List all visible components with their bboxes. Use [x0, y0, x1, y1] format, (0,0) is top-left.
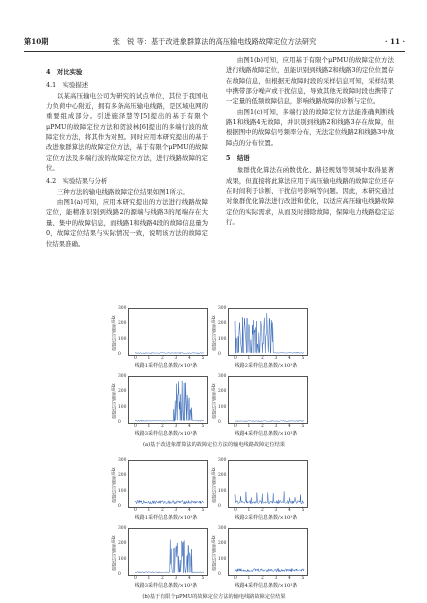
y-tick-label: 300 — [118, 458, 127, 463]
y-axis-label: 故障信号频率/Hz — [112, 467, 117, 503]
y-axis-label: 故障信号频率/Hz — [212, 535, 217, 571]
y-axis-label: 故障信号频率/Hz — [112, 535, 117, 571]
chart-panel — [114, 457, 209, 525]
x-tick-label: 0 — [234, 356, 237, 361]
plot-area — [128, 308, 208, 356]
y-axis-label: 故障信号频率/Hz — [212, 467, 217, 503]
x-tick-label: 2 — [161, 576, 164, 581]
figure-caption: (b)基于有限个μPMU的故障定位方法的输电线路故障定位结果 — [142, 594, 286, 600]
y-tick-label: 100 — [118, 404, 127, 410]
y-tick-label: 200 — [218, 389, 227, 395]
x-tick-label: 1 — [147, 424, 151, 429]
y-tick-label: 200 — [118, 389, 127, 395]
x-tick-label: 5 — [201, 424, 205, 429]
x-axis-label: 线路4采样信息条数/×10³条 — [234, 583, 298, 589]
x-tick-label: 0 — [134, 576, 137, 581]
signal-plot — [229, 377, 307, 423]
y-tick-label: 200 — [118, 541, 127, 547]
section-heading: 5 结语 — [226, 154, 250, 163]
y-tick-label: 0 — [118, 352, 121, 357]
paragraph: 象群优化算法在函数优化、路径规划等领域中取得显著成果，但直接将此算法应用于高压输电线路的故障定位还存在时间利于诊断、干扰信号影响等问题。因此，本研究通过对象群优化算法进行改进和优化，以适应高压输电线路故障定位的实际需求，从而及时排除故障，保障电力线路稳定运行。 — [226, 166, 394, 227]
x-tick-label: 3 — [174, 508, 178, 513]
y-tick-label: 100 — [218, 488, 227, 494]
paragraph: 由图1(a)可知，应用本研究提出的方法进行线路故障定位，能精准识别到线路2的源端与线路3的尾端存在大量、集中的故障信息，而线路1和线路4段的故障信息量为0，故障定位结果与实际情况一致，说明该方法的故障定位结果准确。 — [46, 198, 208, 248]
chart-panel — [114, 305, 209, 373]
y-tick-label: 100 — [218, 336, 227, 342]
running-header — [24, 34, 405, 48]
x-tick-label: 2 — [261, 508, 264, 513]
y-tick-label: 100 — [218, 556, 227, 562]
series-line — [135, 381, 204, 421]
x-tick-label: 1 — [147, 508, 151, 513]
y-axis-label: 故障信号频率/Hz — [212, 383, 217, 419]
y-tick-label: 300 — [218, 526, 227, 531]
x-axis-label: 线路4采样信息条数/×10³条 — [234, 431, 298, 437]
header-rule — [24, 51, 405, 52]
x-tick-label: 1 — [147, 576, 151, 581]
right-column — [226, 55, 394, 228]
paragraph: 以某高压输电公司为研究的试点单位，其位于我国电力负荷中心附近，拥有多条高压输电线路，是区域电网的重要组成部分。引进施泽慧等[5]提出的基于有限个μPMU的故障定位方法和贺波林[6]提出的多端行波的故障定位方法，将其作为对照。同时应用本研究提出的基于改进象群算法的故障定位方法，基于有限个μPMU的故障定位方法及多端行波的故障定位方法，进行线路故障的定位。 — [46, 91, 208, 173]
paragraph: 由图1(c)可知，多端行波的故障定位方法能准确判断线路1和线路4无故障，并识别到线路2和线路3存在故障，但根据图中的故障信号频率分布，无法定位线路2和线路3中故障点的分布位置。 — [226, 107, 394, 147]
x-tick-label: 0 — [234, 424, 237, 429]
x-tick-label: 2 — [261, 576, 264, 581]
y-tick-label: 300 — [218, 306, 227, 311]
page-number: · 11 · — [384, 37, 405, 46]
x-axis-label: 线路1采样信息条数/×10³条 — [134, 515, 198, 521]
x-tick-label: 4 — [188, 508, 191, 513]
y-tick-label: 300 — [218, 458, 227, 463]
x-tick-label: 2 — [261, 356, 264, 361]
signal-plot — [129, 377, 207, 423]
signal-plot — [129, 461, 207, 507]
x-tick-label: 3 — [274, 356, 278, 361]
x-tick-label: 1 — [247, 356, 251, 361]
x-tick-label: 2 — [161, 356, 164, 361]
x-tick-label: 4 — [188, 424, 191, 429]
y-tick-label: 0 — [118, 504, 121, 509]
x-tick-label: 3 — [174, 424, 178, 429]
x-tick-label: 1 — [247, 424, 251, 429]
chart-panel — [114, 373, 209, 441]
y-tick-label: 0 — [118, 420, 121, 425]
series-line — [135, 540, 204, 573]
x-tick-label: 5 — [201, 508, 205, 513]
x-tick-label: 4 — [188, 576, 191, 581]
series-line — [135, 500, 204, 503]
x-tick-label: 1 — [247, 576, 251, 581]
x-tick-label: 4 — [288, 424, 291, 429]
x-tick-label: 1 — [247, 508, 251, 513]
x-axis-label: 线路1采样信息条数/×10³条 — [134, 363, 198, 369]
plot-area — [128, 376, 208, 424]
y-tick-label: 200 — [118, 321, 127, 327]
signal-plot — [229, 529, 307, 575]
y-tick-label: 100 — [118, 556, 127, 562]
left-column — [46, 62, 208, 249]
y-tick-label: 0 — [218, 352, 221, 357]
series-line — [235, 420, 304, 421]
y-tick-label: 300 — [118, 526, 127, 531]
x-tick-label: 4 — [288, 356, 291, 361]
x-axis-label: 线路2采样信息条数/×10³条 — [234, 363, 298, 369]
series-line — [235, 491, 304, 503]
plot-area — [228, 528, 308, 576]
x-tick-label: 4 — [288, 576, 291, 581]
plot-area — [128, 528, 208, 576]
x-tick-label: 1 — [147, 356, 151, 361]
section-heading: 4.1 实验描述 — [46, 81, 89, 90]
y-tick-label: 300 — [118, 306, 127, 311]
chart-panel — [114, 525, 209, 593]
y-tick-label: 100 — [118, 488, 127, 494]
series-line — [235, 568, 304, 571]
y-tick-label: 0 — [218, 572, 221, 577]
x-tick-label: 5 — [201, 576, 205, 581]
x-axis-label: 线路3采样信息条数/×10³条 — [134, 431, 198, 437]
plot-area — [228, 460, 308, 508]
x-tick-label: 0 — [134, 424, 137, 429]
x-tick-label: 5 — [301, 508, 305, 513]
series-line — [235, 313, 304, 353]
x-tick-label: 3 — [174, 356, 178, 361]
y-tick-label: 200 — [218, 541, 227, 547]
y-tick-label: 0 — [218, 504, 221, 509]
figure-caption: (a)基于改进象群算法的故障定位方法的输电线路故障定位结果 — [142, 442, 286, 448]
chart-panel — [214, 525, 309, 593]
plot-area — [228, 308, 308, 356]
y-tick-label: 100 — [218, 404, 227, 410]
x-tick-label: 3 — [174, 576, 178, 581]
running-title: 张 锐 等：基于改进象群算法的高压输电线路故障定位方法研究 — [112, 37, 317, 46]
chart-panel — [214, 305, 309, 373]
x-tick-label: 3 — [274, 508, 278, 513]
x-tick-label: 5 — [201, 356, 205, 361]
y-tick-label: 300 — [118, 374, 127, 379]
figure-1 — [112, 305, 314, 600]
plot-area — [228, 376, 308, 424]
issue-number: 第10期 — [24, 37, 49, 46]
x-tick-label: 3 — [274, 424, 278, 429]
x-tick-label: 2 — [261, 424, 264, 429]
y-tick-label: 200 — [218, 473, 227, 479]
x-tick-label: 0 — [134, 508, 137, 513]
signal-plot — [129, 529, 207, 575]
y-tick-label: 200 — [218, 321, 227, 327]
y-tick-label: 0 — [218, 420, 221, 425]
x-tick-label: 2 — [161, 508, 164, 513]
x-tick-label: 0 — [234, 576, 237, 581]
y-axis-label: 故障信号频率/Hz — [212, 315, 217, 351]
section-heading: 4.2 实验结果与分析 — [46, 177, 108, 186]
chart-panel — [214, 457, 309, 525]
x-tick-label: 4 — [288, 508, 291, 513]
y-tick-label: 300 — [218, 374, 227, 379]
section-heading: 4 对比实验 — [46, 68, 83, 76]
x-axis-label: 线路2采样信息条数/×10³条 — [234, 515, 298, 521]
y-tick-label: 0 — [118, 572, 121, 577]
plot-area — [128, 460, 208, 508]
x-tick-label: 0 — [134, 356, 137, 361]
signal-plot — [229, 461, 307, 507]
chart-panel — [214, 373, 309, 441]
series-line — [135, 352, 204, 353]
x-tick-label: 2 — [161, 424, 164, 429]
y-axis-label: 故障信号频率/Hz — [112, 383, 117, 419]
y-tick-label: 200 — [118, 473, 127, 479]
signal-plot — [229, 309, 307, 355]
x-axis-label: 线路3采样信息条数/×10³条 — [134, 583, 198, 589]
x-tick-label: 3 — [274, 576, 278, 581]
x-tick-label: 5 — [301, 356, 305, 361]
paragraph: 三种方法的输电线路故障定位结果如图1所示。 — [56, 187, 189, 196]
x-tick-label: 4 — [188, 356, 191, 361]
y-tick-label: 100 — [118, 336, 127, 342]
x-tick-label: 0 — [234, 508, 237, 513]
x-tick-label: 5 — [301, 424, 305, 429]
y-axis-label: 故障信号频率/Hz — [112, 315, 117, 351]
signal-plot — [129, 309, 207, 355]
x-tick-label: 5 — [301, 576, 305, 581]
paragraph: 由图1(b)可知，应用基于有限个μPMU的故障定位方法进行线路故障定位，虽能识别到线路2和线路3的定位位置存在故障信息，但根据无故障时段的采样信息可知，采样结果中携带部分噪声或干扰信息，导致其他无故障时段也携带了一定量的低频故障信息，影响线路故障的诊断与定位。 — [226, 56, 394, 106]
